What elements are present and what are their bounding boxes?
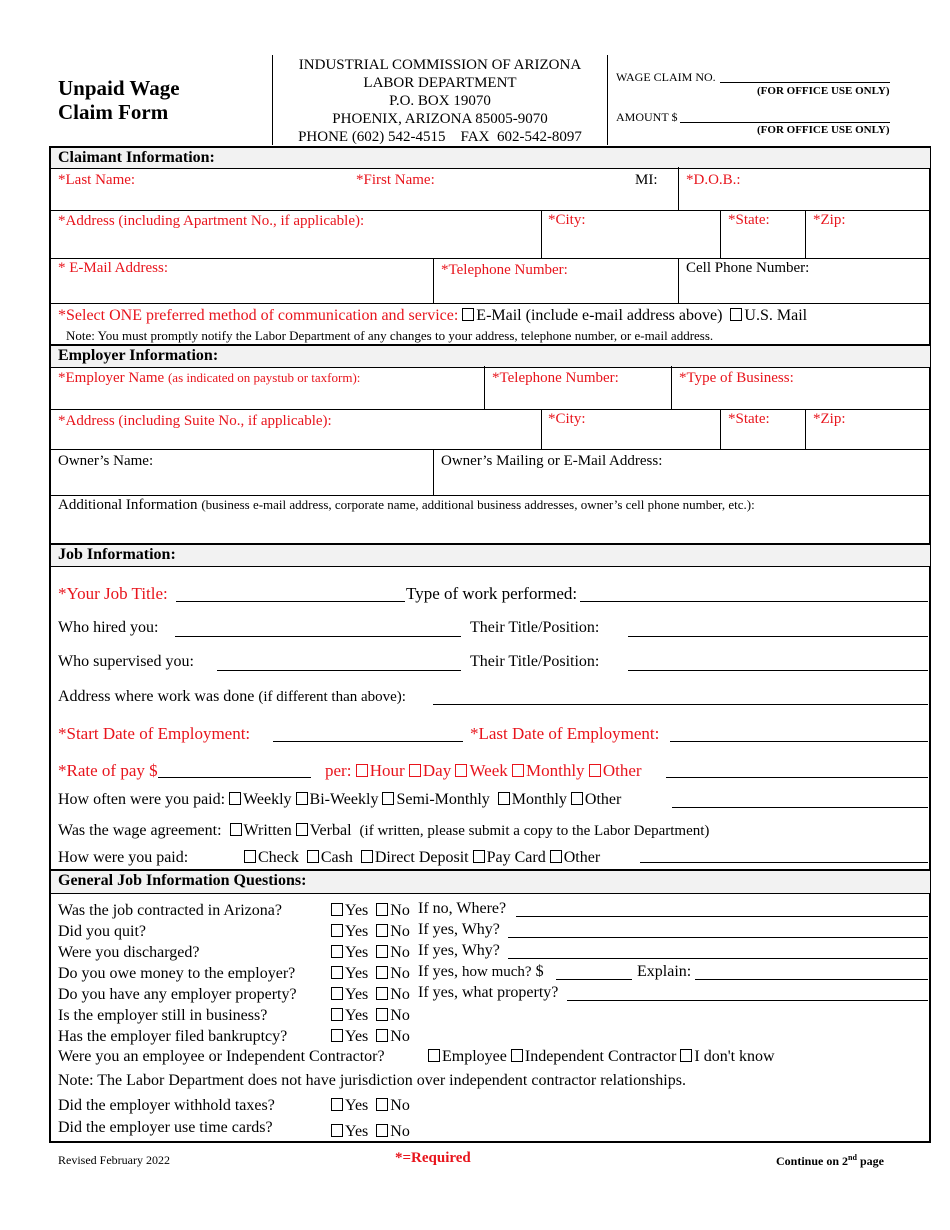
yes-option[interactable] [331,902,368,919]
option-label: E-Mail (include e-mail address above) [476,307,723,324]
option-label: Other [563,849,601,866]
checkbox-icon [376,1029,388,1042]
often-option-semimonthly[interactable] [382,791,489,808]
no-option[interactable] [376,965,410,982]
explain-label: Explain: [637,963,692,980]
owner-name-field[interactable]: Owner’s Name: [58,453,154,469]
option-label: No [390,965,410,982]
followup-label: If yes, Why? [418,942,500,959]
option-label: No [390,986,410,1003]
employer-zip-field[interactable]: *Zip: [813,411,846,427]
paid-option-other[interactable] [550,849,600,866]
owner-address-field[interactable]: Owner’s Mailing or E-Mail Address: [441,453,663,469]
section-title: Job Information: [58,546,176,563]
form-title-line1: Unpaid Wage [58,76,180,100]
row-divider [51,303,930,304]
checkbox-icon [376,1098,388,1111]
checkbox-icon [512,764,524,777]
option-label: Yes [345,902,369,919]
often-option-monthly[interactable] [498,791,567,808]
followup-input[interactable] [508,958,928,959]
rate-label: *Rate of pay $ [58,761,158,780]
claimant-state-field[interactable]: *State: [728,212,770,228]
checkbox-icon [307,850,319,863]
checkbox-icon [473,850,485,863]
agreement-row [58,822,709,840]
how-paid-options [244,849,600,867]
question-label: Has the employer filed bankruptcy? [58,1028,288,1045]
employer-telephone-field[interactable]: *Telephone Number: [492,370,619,386]
field-hint: (as indicated on paystub or taxform): [167,370,361,385]
field-label: *Employer Name [58,370,165,386]
often-other-input[interactable] [672,807,928,808]
rate-option-day[interactable] [409,761,451,780]
field-label: How often were you paid: [58,791,226,808]
option-label: Pay Card [486,849,546,866]
their-title-label: Their Title/Position: [470,619,600,636]
yes-option[interactable] [331,944,368,961]
question-label: Do you have any employer property? [58,986,297,1003]
section-title: Employer Information: [58,347,219,364]
yes-option[interactable] [331,1007,368,1024]
option-label: Check [258,849,299,866]
work-address-input[interactable] [433,704,928,705]
hired-input[interactable] [175,636,461,637]
checkbox-icon [428,1049,440,1062]
checkbox-icon [331,1029,343,1042]
yes-option[interactable] [331,986,368,1003]
followup-input[interactable] [567,1000,928,1001]
followup-label [418,963,544,981]
claimant-telephone-field[interactable]: *Telephone Number: [441,262,568,278]
checkbox-icon [331,903,343,916]
checkbox-icon [229,792,241,805]
communication-label: *Select ONE preferred method of communication and service: [58,307,459,324]
option-label: Day [422,761,452,780]
agency-line: PHOENIX, ARIZONA 85005-9070 [332,111,548,127]
option-label: Written [243,822,292,839]
explain-input[interactable] [695,979,928,980]
yes-no-group [331,923,410,941]
rate-other-input[interactable] [666,777,928,778]
rate-option-other[interactable] [589,761,642,780]
claimant-address-field[interactable]: *Address (including Apartment No., if applicable): [58,213,365,229]
yes-no-group [331,1028,410,1046]
row-divider [51,210,930,211]
option-label: Yes [345,986,369,1003]
field-label: If yes, [418,963,458,980]
their-title-label: Their Title/Position: [470,653,600,670]
often-option-biweekly[interactable] [296,791,379,808]
supervised-label: Who supervised you: [58,653,194,670]
checkbox-icon [571,792,583,805]
option-label: U.S. Mail [744,307,808,324]
question-label: Did the employer use time cards? [58,1119,273,1136]
option-label: No [390,1028,410,1045]
office-use-note: (FOR OFFICE USE ONLY) [757,124,890,136]
paid-option-pay-card[interactable] [473,849,546,866]
option-label: Weekly [243,791,292,808]
field-label: Address where work was done [58,688,255,705]
claimant-city-field[interactable]: *City: [548,212,586,228]
cell-divider [678,167,679,210]
option-label: Yes [345,1123,369,1140]
cell-divider [541,210,542,258]
checkbox-icon [331,1124,343,1137]
checkbox-icon [550,850,562,863]
rate-per-row [325,761,642,781]
option-label: Verbal [309,822,352,839]
header-divider [272,55,273,145]
checkbox-icon [296,792,308,805]
cell-divider [433,258,434,303]
no-option[interactable] [376,986,410,1003]
section-title: General Job Information Questions: [58,872,307,889]
cell-divider [720,210,721,258]
employer-name-field[interactable] [58,370,360,387]
amount-field[interactable] [680,122,890,123]
agency-block [275,56,605,146]
option-label: Week [469,761,508,780]
work-address-label [58,688,406,706]
followup-label: If no, Where? [418,900,507,917]
dob-field[interactable]: *D.O.B.: [686,172,741,188]
option-label: Other [584,791,622,808]
checkbox-icon [382,792,394,805]
work-type-input[interactable] [580,601,928,602]
option-label: Yes [345,1007,369,1024]
often-option-weekly[interactable] [229,791,291,808]
checkbox-icon [680,1049,692,1062]
question-label: Did you quit? [58,923,146,940]
last-name-field[interactable]: *Last Name: [58,172,136,188]
option-label: Independent Contractor [524,1048,677,1065]
option-label: Yes [345,923,369,940]
option-label: Monthly [511,791,567,808]
last-date-input[interactable] [670,741,928,742]
claimant-note: Note: You must promptly notify the Labor Department of any changes to your address, telephone number, or e-mail address. [66,328,714,343]
employment-type-group [428,1048,775,1066]
row-divider [51,449,930,450]
option-label: Direct Deposit [374,849,469,866]
checkbox-icon [730,308,742,321]
row-divider [51,409,930,410]
option-label: I don't know [694,1048,775,1065]
claimant-zip-field[interactable]: *Zip: [813,212,846,228]
currency-symbol: $ [535,963,544,980]
agreement-option-written[interactable] [230,822,292,839]
mi-field[interactable]: MI: [635,172,658,188]
checkbox-icon [331,1098,343,1111]
yes-option[interactable] [331,1123,368,1140]
followup-label: If yes, Why? [418,921,500,938]
option-label: No [390,1097,410,1114]
option-label: Yes [345,1028,369,1045]
mail-option[interactable] [730,307,807,324]
contractor-option[interactable] [511,1048,677,1065]
followup-label: If yes, what property? [418,984,559,1001]
agreement-option-verbal[interactable] [296,822,352,839]
last-date-label: *Last Date of Employment: [470,724,660,743]
yes-option[interactable] [331,1028,368,1045]
claimant-section-header [51,146,930,169]
option-label: Semi-Monthly [396,791,490,808]
option-label: Yes [345,965,369,982]
cell-divider [805,409,806,449]
checkbox-icon [376,924,388,937]
continue-sup: nd [848,1153,857,1162]
section-title: Claimant Information: [58,149,215,166]
employer-city-field[interactable]: *City: [548,411,586,427]
option-label: Yes [345,944,369,961]
row-divider [51,258,930,259]
checkbox-icon [376,1008,388,1021]
start-date-label: *Start Date of Employment: [58,724,251,743]
continue-end: page [856,1154,884,1168]
field-label: Additional Information [58,497,198,513]
no-option[interactable] [376,944,410,961]
no-option[interactable] [376,1097,410,1114]
job-section-header [51,543,930,567]
yes-no-group [331,944,410,962]
jurisdiction-note: Note: The Labor Department does not have jurisdiction over independent contractor relationships. [58,1072,686,1089]
option-label: Cash [320,849,353,866]
form-border-bottom [49,1141,931,1143]
job-title-input[interactable] [176,601,405,602]
employer-state-field[interactable]: *State: [728,411,770,427]
option-label: No [390,944,410,961]
cell-divider [484,366,485,410]
yes-no-group [331,1097,410,1115]
checkbox-icon [331,924,343,937]
rate-option-monthly[interactable] [512,761,585,780]
cell-divider [433,449,434,495]
yes-no-group [331,965,410,983]
continue-note [776,1153,884,1169]
option-label: No [390,923,410,940]
additional-info-field[interactable] [58,497,755,514]
email-option[interactable] [462,307,722,324]
first-name-field[interactable]: *First Name: [356,172,435,188]
checkbox-icon [376,903,388,916]
checkbox-icon [376,966,388,979]
unknown-option[interactable] [680,1048,774,1065]
checkbox-icon [498,792,510,805]
field-label: Was the wage agreement: [58,822,222,839]
checkbox-icon [361,850,373,863]
work-type-label: Type of work performed: [406,584,578,603]
cell-divider [541,409,542,449]
often-option-other[interactable] [571,791,621,808]
checkbox-icon [409,764,421,777]
yes-no-group [331,902,410,920]
followup-input[interactable] [508,937,928,938]
checkbox-icon [331,987,343,1000]
row-divider [51,495,930,496]
checkbox-icon [331,1008,343,1021]
per-label: per: [325,761,352,780]
paid-option-direct-deposit[interactable] [361,849,469,866]
option-label: No [390,902,410,919]
yes-no-group [331,1123,410,1141]
cell-divider [720,409,721,449]
hired-title-input[interactable] [628,636,928,637]
cell-divider [678,258,679,303]
field-hint: (if different than above): [258,689,406,705]
question-label: Were you an employee or Independent Contractor? [58,1048,385,1065]
no-option[interactable] [376,1007,410,1024]
option-label: Bi-Weekly [309,791,379,808]
checkbox-icon [230,823,242,836]
agency-line: INDUSTRIAL COMMISSION OF ARIZONA [298,57,582,73]
start-date-input[interactable] [273,741,463,742]
option-label: Other [602,761,642,780]
agency-line: LABOR DEPARTMENT [363,75,517,91]
checkbox-icon [511,1049,523,1062]
checkbox-icon [376,1124,388,1137]
question-label: Is the employer still in business? [58,1007,268,1024]
checkbox-icon [376,945,388,958]
yes-no-group [331,986,410,1004]
paid-option-cash[interactable] [307,849,353,866]
rate-option-week[interactable] [455,761,507,780]
option-label: Hour [369,761,405,780]
field-hint: how much? [461,964,532,980]
how-often-row [58,791,621,809]
question-label: Was the job contracted in Arizona? [58,902,282,919]
continue-text: Continue on 2 [776,1154,849,1168]
option-label: Employee [442,1048,507,1065]
question-label: Do you owe money to the employer? [58,965,296,982]
option-label: Monthly [526,761,585,780]
option-label: No [390,1007,410,1024]
wage-claim-label: WAGE CLAIM NO. [616,70,716,84]
cell-divider [805,210,806,258]
employee-option[interactable] [428,1048,507,1065]
wage-claim-field[interactable] [720,82,890,83]
how-paid-label: How were you paid: [58,849,189,866]
communication-row [58,307,807,325]
form-border-right [929,146,931,1142]
question-label: Were you discharged? [58,944,200,961]
job-title-label: *Your Job Title: [58,584,168,603]
yes-no-group [331,1007,410,1025]
yes-option[interactable] [331,965,368,982]
cell-divider [671,366,672,410]
employer-address-field[interactable]: *Address (including Suite No., if applicable): [58,413,332,429]
question-label: Did the employer withhold taxes? [58,1097,275,1114]
checkbox-icon [244,850,256,863]
field-hint: (business e-mail address, corporate name, additional business addresses, owner’s cell phone number, etc.): [201,497,755,512]
agency-line: P.O. BOX 19070 [389,93,491,109]
checkbox-icon [296,823,308,836]
header-divider [607,55,608,145]
claimant-email-field[interactable]: * E-Mail Address: [58,260,168,276]
employer-section-header [51,344,930,368]
agency-line: PHONE (602) 542-4515 FAX 602-542-8097 [298,129,582,145]
option-label: No [390,1123,410,1140]
checkbox-icon [462,308,474,321]
hired-label: Who hired you: [58,619,159,636]
no-option[interactable] [376,923,410,940]
option-label: Yes [345,1097,369,1114]
checkbox-icon [356,764,368,777]
yes-option[interactable] [331,923,368,940]
no-option[interactable] [376,1123,410,1140]
form-title-line2: Claim Form [58,100,169,124]
checkbox-icon [455,764,467,777]
office-use-note: (FOR OFFICE USE ONLY) [757,85,890,97]
checkbox-icon [331,945,343,958]
yes-option[interactable] [331,1097,368,1114]
business-type-field[interactable]: *Type of Business: [679,370,794,386]
no-option[interactable] [376,1028,410,1045]
rate-input[interactable] [158,777,311,778]
owed-amount-input[interactable] [556,979,632,980]
general-section-header [51,869,930,894]
checkbox-icon [589,764,601,777]
checkbox-icon [376,987,388,1000]
claimant-cell-field[interactable]: Cell Phone Number: [686,260,810,276]
agreement-hint: (if written, please submit a copy to the Labor Department) [359,823,710,839]
supervised-input[interactable] [217,670,461,671]
no-option[interactable] [376,902,410,919]
checkbox-icon [331,966,343,979]
revision-date: Revised February 2022 [58,1153,170,1167]
rate-option-hour[interactable] [356,761,405,780]
followup-input[interactable] [516,916,928,917]
paid-other-input[interactable] [640,862,928,863]
amount-label: AMOUNT $ [616,110,678,124]
supervised-title-input[interactable] [628,670,928,671]
form-border-left [49,146,51,1142]
required-legend: *=Required [395,1150,471,1166]
paid-option-check[interactable] [244,849,299,866]
